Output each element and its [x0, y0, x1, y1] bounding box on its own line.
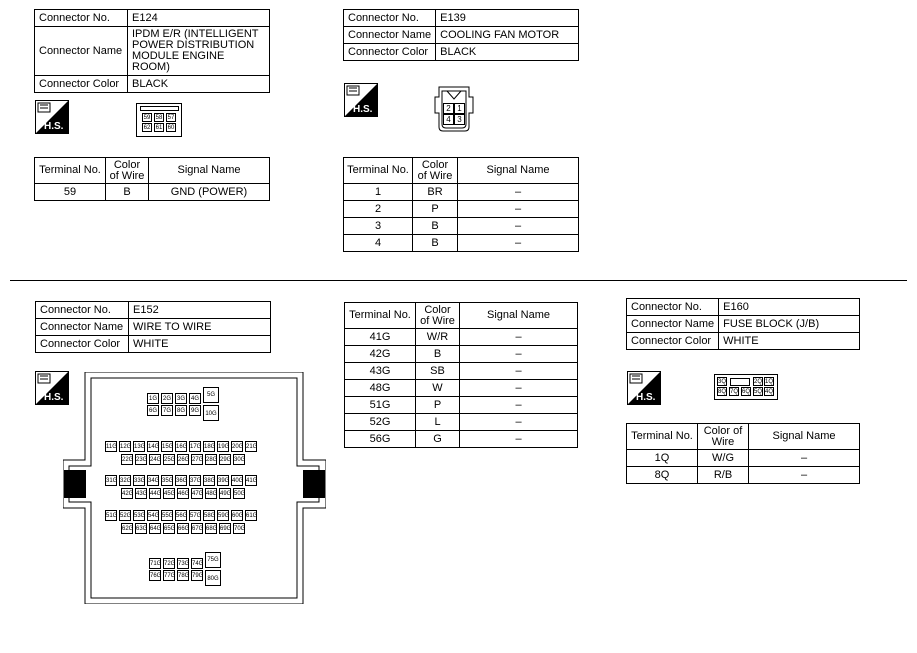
pin: 41G [245, 475, 257, 486]
pin: 14G [147, 441, 159, 452]
pin: 77G [163, 570, 175, 581]
e124-connector-info [34, 9, 270, 93]
pin: 39G [217, 475, 229, 486]
pin: 12G [119, 441, 131, 452]
pin: 44G [149, 488, 161, 499]
terminal-cell: 3 [344, 218, 413, 235]
wire-header: Color of Wire [416, 303, 460, 329]
connector-color-value: WHITE [129, 336, 271, 353]
pin: 18G [203, 441, 215, 452]
pin: 46G [177, 488, 189, 499]
harness-side-icon [344, 83, 378, 117]
pin: 78G [177, 570, 189, 581]
wire-cell: W/R [416, 329, 460, 346]
pin: 49G [219, 488, 231, 499]
table-row [345, 397, 578, 414]
pin: 55G [161, 510, 173, 521]
pin: 42G [121, 488, 133, 499]
pin: 53G [133, 510, 145, 521]
pin: 27G [191, 454, 203, 465]
pin: 1G [147, 393, 159, 404]
pin: 72G [163, 558, 175, 569]
pin: 61G [245, 510, 257, 521]
signal-cell: – [460, 431, 578, 448]
e139-connector-info [343, 9, 579, 61]
connector-no-label: Connector No. [36, 302, 129, 319]
connector-name-label: Connector Name [627, 316, 719, 333]
table-row [344, 184, 579, 201]
table-row [345, 363, 578, 380]
harness-side-icon [627, 371, 661, 405]
e139-terminal-table [343, 157, 579, 252]
signal-header: Signal Name [149, 158, 270, 184]
connector-no-value: E124 [128, 10, 270, 27]
signal-cell: – [458, 184, 579, 201]
terminal-cell: 1Q [627, 450, 698, 467]
pin: 2 [443, 103, 454, 114]
pin: 20G [231, 441, 243, 452]
pin: 9G [189, 405, 201, 416]
pin: 6G [147, 405, 159, 416]
connector-no-value: E139 [436, 10, 579, 27]
terminal-cell: 2 [344, 201, 413, 218]
connector-name-label: Connector Name [36, 319, 129, 336]
pin: 3Q [718, 379, 727, 385]
section-divider [10, 280, 907, 281]
pin: 70G [233, 523, 245, 534]
pin: 11G [105, 441, 117, 452]
pin: 10G [203, 405, 219, 421]
pin: 5G [203, 387, 219, 403]
pin: 24G [149, 454, 161, 465]
pin: 56G [175, 510, 187, 521]
signal-cell: – [460, 397, 578, 414]
wire-cell: B [413, 218, 458, 235]
table-row [344, 201, 579, 218]
pin: 31G [105, 475, 117, 486]
pin: 33G [133, 475, 145, 486]
terminal-cell: 41G [345, 329, 416, 346]
pin: 8Q [718, 389, 727, 395]
pin: 7Q [730, 389, 739, 395]
pin: 80G [205, 570, 221, 586]
terminal-cell: 59 [35, 184, 106, 201]
e152-terminal-table [344, 302, 578, 448]
signal-cell: – [460, 414, 578, 431]
terminal-cell: 51G [345, 397, 416, 414]
table-row [344, 218, 579, 235]
pin: 22G [121, 454, 133, 465]
connector-name-label: Connector Name [35, 27, 128, 76]
pin: 67G [191, 523, 203, 534]
terminal-header: Terminal No. [344, 158, 413, 184]
signal-cell: – [460, 363, 578, 380]
connector-no-label: Connector No. [35, 10, 128, 27]
signal-cell: – [460, 346, 578, 363]
pin: 73G [177, 558, 189, 569]
wire-cell: P [413, 201, 458, 218]
connector-name-value: IPDM E/R (INTELLIGENT POWER DISTRIBUTION MODULE ENGINE ROOM) [128, 27, 270, 76]
terminal-cell: 43G [345, 363, 416, 380]
hs-label: H.S. [636, 392, 656, 403]
terminal-cell: 42G [345, 346, 416, 363]
wire-cell: SB [416, 363, 460, 380]
pin: 60G [231, 510, 243, 521]
e160-terminal-table [626, 423, 860, 484]
connector-no-value: E152 [129, 302, 271, 319]
pin: 2Q [754, 379, 763, 385]
hs-label: H.S. [44, 392, 64, 403]
pin: 37G [189, 475, 201, 486]
e152-connector-info [35, 301, 271, 353]
pin: 75G [205, 552, 221, 568]
pin: 61 [155, 125, 163, 131]
pin: 57G [189, 510, 201, 521]
terminal-cell: 56G [345, 431, 416, 448]
connector-name-label: Connector Name [344, 27, 436, 44]
connector-name-value: FUSE BLOCK (J/B) [719, 316, 860, 333]
pin: 63G [135, 523, 147, 534]
pin: 58 [155, 115, 163, 121]
pin: 58G [203, 510, 215, 521]
connector-color-value: BLACK [436, 44, 579, 61]
pin: 40G [231, 475, 243, 486]
pin: 69G [219, 523, 231, 534]
pin: 45G [163, 488, 175, 499]
pin: 79G [191, 570, 203, 581]
pin: 3 [454, 114, 465, 125]
pin: 43G [135, 488, 147, 499]
signal-cell: – [749, 450, 860, 467]
pin: 38G [203, 475, 215, 486]
pin: 26G [177, 454, 189, 465]
pin: 30G [233, 454, 245, 465]
hs-label: H.S. [44, 121, 64, 132]
terminal-cell: 4 [344, 235, 413, 252]
connector-no-value: E160 [719, 299, 860, 316]
pin: 48G [205, 488, 217, 499]
table-row [345, 329, 578, 346]
pin: 35G [161, 475, 173, 486]
pin: 4 [443, 114, 454, 125]
pin: 19G [217, 441, 229, 452]
connector-color-label: Connector Color [627, 333, 719, 350]
wire-cell: BR [413, 184, 458, 201]
wire-header: Color of Wire [413, 158, 458, 184]
pin: 52G [119, 510, 131, 521]
wire-cell: W/G [698, 450, 749, 467]
connector-name-value: COOLING FAN MOTOR [436, 27, 579, 44]
pin: 71G [149, 558, 161, 569]
connector-no-label: Connector No. [627, 299, 719, 316]
wire-cell: P [416, 397, 460, 414]
pin: 28G [205, 454, 217, 465]
pin: 76G [149, 570, 161, 581]
terminal-cell: 52G [345, 414, 416, 431]
connector-color-label: Connector Color [344, 44, 436, 61]
wire-cell: B [416, 346, 460, 363]
pin: 4G [189, 393, 201, 404]
connector-color-label: Connector Color [36, 336, 129, 353]
pin: 47G [191, 488, 203, 499]
pin: 21G [245, 441, 257, 452]
table-row [35, 184, 270, 201]
pin: 6Q [742, 389, 751, 395]
signal-header: Signal Name [458, 158, 579, 184]
e160-connector-info [626, 298, 860, 350]
pin: 8G [175, 405, 187, 416]
pin: 64G [149, 523, 161, 534]
wire-cell: G [416, 431, 460, 448]
pin: 13G [133, 441, 145, 452]
wire-cell: L [416, 414, 460, 431]
signal-cell: – [749, 467, 860, 484]
pin: 7G [161, 405, 173, 416]
pin: 34G [147, 475, 159, 486]
signal-cell: – [460, 329, 578, 346]
pin: 54G [147, 510, 159, 521]
signal-header: Signal Name [749, 424, 860, 450]
terminal-cell: 8Q [627, 467, 698, 484]
table-row [345, 431, 578, 448]
table-row [627, 467, 860, 484]
pin: 32G [119, 475, 131, 486]
wire-header: Color of Wire [698, 424, 749, 450]
e139-connector-face [433, 83, 475, 133]
pin: 68G [205, 523, 217, 534]
pin: 66G [177, 523, 189, 534]
table-row [345, 414, 578, 431]
signal-header: Signal Name [460, 303, 578, 329]
signal-cell: – [460, 380, 578, 397]
pin: 5Q [754, 389, 763, 395]
pin: 65G [163, 523, 175, 534]
pin: 23G [135, 454, 147, 465]
signal-cell: – [458, 235, 579, 252]
e152-connector-face [63, 372, 326, 604]
e160-connector-face [714, 374, 778, 400]
terminal-header: Terminal No. [35, 158, 106, 184]
pin: 29G [219, 454, 231, 465]
pin: 62 [143, 125, 151, 131]
table-row [627, 450, 860, 467]
table-row [344, 235, 579, 252]
wire-header: Color of Wire [106, 158, 149, 184]
e124-connector-face [136, 103, 182, 137]
pin: 59G [217, 510, 229, 521]
pin: 3G [175, 393, 187, 404]
pin: 25G [163, 454, 175, 465]
terminal-header: Terminal No. [345, 303, 416, 329]
connector-no-label: Connector No. [344, 10, 436, 27]
pin: 1 [454, 103, 465, 114]
hs-label: H.S. [353, 104, 373, 115]
terminal-cell: 48G [345, 380, 416, 397]
signal-cell: GND (POWER) [149, 184, 270, 201]
pin: 50G [233, 488, 245, 499]
pin: 15G [161, 441, 173, 452]
connector-color-value: WHITE [719, 333, 860, 350]
wire-cell: W [416, 380, 460, 397]
terminal-header: Terminal No. [627, 424, 698, 450]
harness-side-icon [35, 100, 69, 134]
signal-cell: – [458, 201, 579, 218]
pin: 74G [191, 558, 203, 569]
pin: 60 [167, 125, 175, 131]
pin: 57 [167, 115, 175, 121]
pin: 62G [121, 523, 133, 534]
terminal-cell: 1 [344, 184, 413, 201]
pin: 17G [189, 441, 201, 452]
connector-color-label: Connector Color [35, 76, 128, 93]
pin: 1Q [765, 379, 774, 385]
table-row [345, 346, 578, 363]
pin: 16G [175, 441, 187, 452]
connector-name-value: WIRE TO WIRE [129, 319, 271, 336]
pin: 2G [161, 393, 173, 404]
wire-cell: B [413, 235, 458, 252]
connector-color-value: BLACK [128, 76, 270, 93]
pin: 4Q [765, 389, 774, 395]
table-row [345, 380, 578, 397]
pin: 59 [143, 115, 151, 121]
wire-cell: R/B [698, 467, 749, 484]
wire-cell: B [106, 184, 149, 201]
pin: 36G [175, 475, 187, 486]
pin: 51G [105, 510, 117, 521]
e124-terminal-table [34, 157, 270, 201]
signal-cell: – [458, 218, 579, 235]
